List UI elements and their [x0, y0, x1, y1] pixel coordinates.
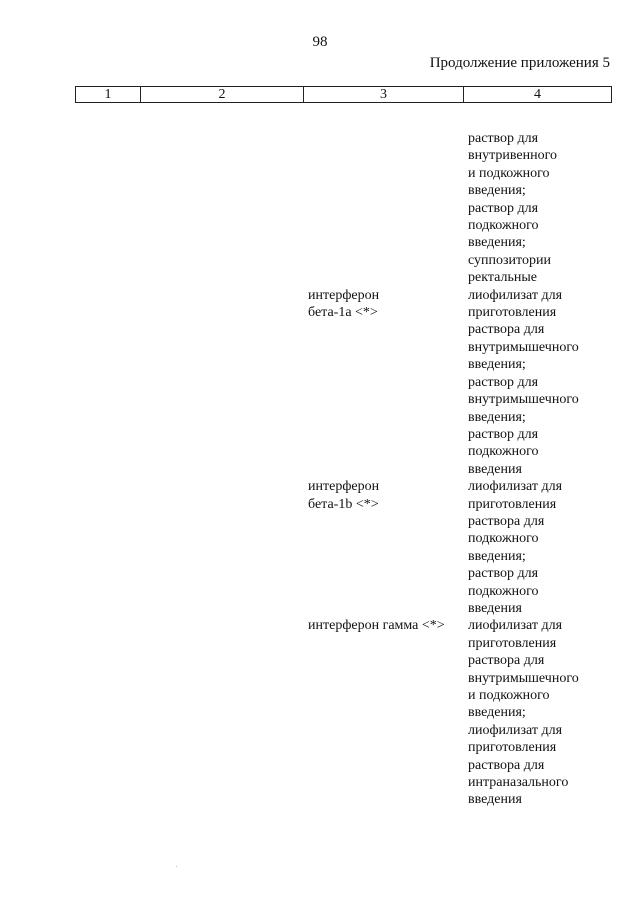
dosage-form-line: раствора для — [468, 757, 545, 773]
dosage-form-line: приготовления — [468, 740, 557, 756]
dosage-form-line: раствор для — [468, 131, 539, 146]
dosage-form-line: раствор для — [468, 200, 539, 216]
table-row — [0, 478, 640, 617]
dosage-form-line: приготовления — [468, 305, 557, 321]
dosage-form-line: подкожного — [468, 583, 539, 599]
dosage-form-line: лиофилизат для — [468, 722, 563, 738]
page-number: 98 — [312, 34, 328, 50]
dosage-form-line: ректальные — [468, 270, 537, 286]
dosage-form-line: введения; — [468, 705, 526, 721]
substance-name-cell — [308, 478, 463, 513]
dosage-form-line: суппозитории — [468, 252, 551, 268]
column-header-4: 4 — [534, 87, 541, 102]
scan-speck — [176, 866, 177, 867]
dosage-form-line: внутривенного — [468, 148, 558, 164]
dosage-form-line: внутримышечного — [468, 670, 579, 686]
dosage-form-line: внутримышечного — [468, 339, 579, 355]
dosage-form-cell — [468, 617, 628, 808]
column-header-3: 3 — [304, 87, 464, 102]
dosage-form-line: введения; — [468, 357, 526, 373]
dosage-form-line: подкожного — [468, 218, 539, 234]
dosage-form-cell — [468, 478, 628, 617]
dosage-form-line: введения; — [468, 548, 526, 564]
dosage-form-line: и подкожного — [468, 165, 550, 181]
dosage-form-line: введения — [468, 792, 522, 808]
dosage-form-line: и подкожного — [468, 688, 550, 703]
substance-name-line: бета-1a <*> — [308, 305, 378, 321]
dosage-form-line: раствор для — [468, 426, 539, 442]
appendix-continuation-note: Продолжение приложения 5 — [429, 55, 610, 71]
dosage-form-line: введения; — [468, 183, 526, 199]
substance-name-line: интерферон — [308, 287, 380, 303]
dosage-form-line: подкожного — [468, 531, 539, 547]
substance-name-cell — [308, 287, 463, 322]
dosage-form-line: лиофилизат для — [468, 287, 563, 303]
dosage-form-line: раствора для — [468, 653, 545, 669]
dosage-form-line: приготовления — [468, 496, 557, 512]
substance-name-cell — [308, 617, 463, 634]
table-body — [0, 130, 640, 809]
substance-name-line: интерферон гамма <*> — [308, 618, 445, 634]
substance-name-line: интерферон — [308, 479, 380, 495]
column-header-1: 1 — [76, 87, 141, 102]
dosage-form-line: внутримышечного — [468, 392, 579, 408]
dosage-form-line: введения; — [468, 235, 526, 251]
dosage-form-cell — [468, 130, 628, 287]
dosage-form-line: раствор для — [468, 566, 539, 582]
dosage-form-line: введения — [468, 600, 522, 616]
dosage-form-line: раствора для — [468, 322, 545, 338]
dosage-form-line: лиофилизат для — [468, 618, 563, 634]
dosage-form-line: введения — [468, 461, 522, 477]
dosage-form-line: введения; — [468, 409, 526, 425]
dosage-form-line: раствор для — [468, 374, 539, 390]
dosage-form-line: раствора для — [468, 513, 545, 529]
table-column-header-row — [75, 86, 612, 103]
table-row — [0, 617, 640, 808]
table-row — [0, 287, 640, 478]
dosage-form-line: интраназального — [468, 775, 569, 791]
dosage-form-line: лиофилизат для — [468, 479, 563, 495]
dosage-form-cell — [468, 287, 628, 478]
column-header-2: 2 — [141, 87, 304, 102]
substance-name-line: бета-1b <*> — [308, 496, 379, 512]
table-row — [0, 130, 640, 287]
dosage-form-line: приготовления — [468, 635, 557, 651]
dosage-form-line: подкожного — [468, 444, 539, 460]
